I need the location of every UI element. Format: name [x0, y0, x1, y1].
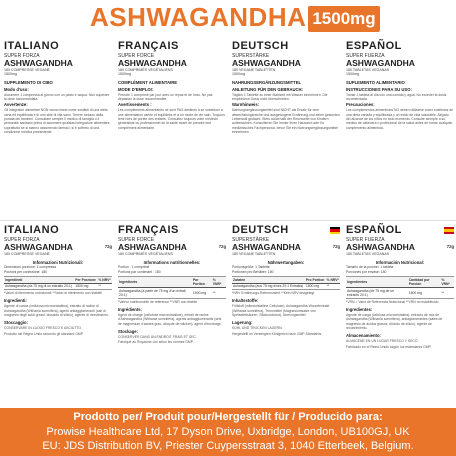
strength-label: SUPERSTÄRKE: [232, 53, 270, 59]
table-cell: Ashwagandha (da 75 mg di un estratto 20:1): [4, 283, 74, 289]
usage-heading: Modo d'uso:: [4, 86, 29, 92]
net-weight: 72g: [332, 244, 340, 249]
table-row: [4, 283, 112, 289]
serving-size: Portion : 1 comprimé: [118, 265, 150, 270]
produced-for-label: Prodotto per/ Produit pour/Hergestellt für / Producido para:: [73, 411, 383, 423]
top-column-french: [118, 40, 226, 130]
table-cell: 1500 mg: [408, 288, 441, 299]
strength-label: SUPER FORCE: [118, 53, 155, 59]
nutrition-table: [232, 276, 340, 290]
nrv-footnote: *NRV Ernährungs-Referenzwert **Kein NRV festgelegt: [232, 291, 315, 296]
storage-heading: Stockage:: [118, 329, 139, 335]
table-header: Pro Portion: [305, 277, 325, 282]
table-row: [346, 288, 454, 299]
tablet-count: 180 VEGANE TABLETTEN: [232, 68, 276, 72]
storage-heading: Almacenamiento:: [346, 333, 381, 339]
table-header: Ingredienti: [4, 277, 74, 283]
table-header: % VNR*: [212, 277, 226, 288]
table-cell: Ashwagandha (de 75 mg de un extracto 20:1): [346, 288, 408, 299]
table-header: Per Porzione: [75, 277, 96, 282]
nrv-footnote: *VRN = Valor de Referencia Nutricional **VRN no establecido: [346, 299, 439, 304]
ingredients-heading: Ingrédients:: [118, 307, 142, 313]
language-heading: DEUTSCH: [232, 224, 289, 236]
manufacturing-note: Hergestellt im Vereinigten Königreich nach GMP-Standards.: [232, 331, 323, 336]
manufacturer-footer: [0, 408, 456, 456]
nutrition-table: [4, 276, 112, 290]
dose-badge: 1500mg: [308, 6, 380, 32]
storage-text: CONSERVER DANS UN ENDROIT FRAIS ET SEC.: [118, 335, 197, 340]
brand-name: ASHWAGANDHA: [4, 242, 73, 252]
storage-heading: Stoccaggio:: [4, 320, 28, 326]
storage-text: CONSERVARE IN LUOGO FRESCO E ASCIUTTO.: [4, 326, 82, 331]
table-cell: **: [212, 288, 226, 299]
bottom-column-french: [118, 224, 226, 345]
strength-label: SUPER FUERZA: [346, 53, 385, 59]
top-column-german: [232, 40, 340, 134]
nutrition-heading: Informations nutritionnelles:: [143, 260, 201, 266]
warning-heading: Warnhinweis:: [232, 102, 260, 108]
net-weight: 72g: [218, 244, 226, 249]
usage-text: Täglich 1 Tablette zu einer Mahlzeit mit Wasser einnehmen. Die empfohlene Dosis nicht überschreiten.: [232, 92, 328, 102]
warning-text: Les compléments alimentaires ne sont PAS destinés à se substituer à une alimentation variée et équilibrée et à un mode de vie sain. Toujours tenir hors de portée des enfants. Consultez toujours votre médecin généraliste ou professionnel de la santé avant de prendre tout complément alimentaire.: [118, 108, 225, 130]
nrv-footnote: *Valori di riferimento nutrizionali **Valori di riferimento non stabiliti: [4, 291, 102, 296]
manufacturing-note: Fabriqué au Royaume-Uni selon les normes GMP.: [118, 340, 194, 345]
net-weight: 72g: [446, 244, 454, 249]
brand-name: ASHWAGANDHA: [346, 58, 415, 68]
language-heading: ESPAÑOL: [346, 40, 402, 52]
section-heading: SUPLEMENTO ALIMENTARIO: [346, 79, 405, 85]
storage-text: ALMACENE EN UN LUGAR FRESCO Y SECO.: [346, 339, 419, 344]
strength-label: SUPER FORZA: [4, 237, 40, 243]
table-row: [232, 283, 340, 289]
strength-label: SUPER FUERZA: [346, 237, 385, 243]
storage-heading: Lagerung:: [232, 320, 253, 326]
manufacturing-note: Fabricado en el Reino Unido según los estándares GMP.: [346, 344, 432, 349]
usage-heading: ANLEITUNG FÜR DEN GEBRAUCH:: [232, 86, 303, 92]
brand-name: ASHWAGANDHA: [232, 242, 301, 252]
top-column-spanish: [346, 40, 454, 130]
table-cell: 1500 mg: [74, 283, 97, 289]
language-heading: ITALIANO: [4, 40, 60, 52]
germany-flag-icon: [330, 227, 340, 234]
serving-size: Tamaño de la porción: 1 tableta: [346, 265, 394, 270]
dose-text: 1500mg: [346, 72, 359, 77]
ingredients-heading: Ingredientes:: [346, 307, 373, 313]
table-cell: Ashwagandha (aus 75 mg eines 20:1 Extrakts): [233, 284, 304, 289]
dose-text: 1500mg: [118, 72, 131, 77]
brand-name: ASHWAGANDHA: [118, 58, 187, 68]
bottom-column-spanish: [346, 224, 454, 349]
table-header-row: [346, 277, 454, 288]
tablet-count: 180 TABLETAS VEGANAS: [346, 68, 390, 72]
warning-heading: Avvertenze:: [4, 102, 28, 108]
table-header: % VRN*: [440, 277, 454, 288]
bottom-column-italian: [4, 224, 112, 336]
tablet-count: 180 COMPRESSE VEGANE: [4, 252, 50, 256]
ingredients-heading: Ingredienti:: [4, 298, 27, 304]
manufacturing-note: Prodotto nel Regno Unito secondo gli standard GMP.: [4, 331, 84, 336]
section-heading: SUPPLEMENTO DI CIBO: [4, 79, 53, 85]
net-weight: 72g: [104, 244, 112, 249]
table-cell: **: [97, 283, 112, 289]
brand-name: ASHWAGANDHA: [118, 242, 187, 252]
eu-address: EU: JDS Distribution BV, Priester Cuypersstraat 3, 1040 Etterbeek, Belgium.: [42, 440, 414, 452]
usage-heading: INSTRUCCIONES PARA SU USO:: [346, 86, 412, 92]
table-header: Ingrédients: [118, 277, 192, 288]
servings-per-container: Porzioni per confezione: 180: [4, 269, 47, 274]
ingredients-text: Agente di carica (cellulosa microcristallina), estratto di radice di Ashwagandha (Withania somnifera), agenti antiagglomeranti (sali di magnesio degli acidi grassi, biossido di silicio), agente di rivestimento.: [4, 304, 109, 317]
nutrition-heading: Nährwertangaben:: [267, 260, 305, 266]
usage-text: Tomar 1 tableta al día con una comida y agua. No exceder la dosis recomendada.: [346, 92, 447, 102]
serving-size: Dimensioni porzione: 1 compressa: [4, 265, 57, 270]
nutrition-table: [118, 276, 226, 299]
strength-label: SUPER FORZA: [4, 53, 40, 59]
tablet-count: 180 VEGANE TABLETTEN: [232, 252, 276, 256]
usage-heading: MODE D'EMPLOI:: [118, 86, 154, 92]
ingredients-text: Agente de carga (celulosa microcristalina), extracto de raíz de Ashwagandha (Withania somnifera), antiaglomerantes (sales de magnesio de ácidos grasos, dióxido de silicio), agente de recubrimiento.: [346, 313, 443, 331]
table-header: Cantidad por Porción: [408, 277, 441, 288]
strength-label: SUPER FORCE: [118, 237, 155, 243]
spain-flag-icon: [444, 227, 454, 234]
table-header: % NRV*: [98, 277, 111, 282]
dose-text: 1500mg: [4, 72, 17, 77]
servings-per-container: Portionen pro Behälter: 180: [232, 269, 274, 274]
strength-label: SUPERSTÄRKE: [232, 237, 270, 243]
table-cell: 1500 mg: [192, 288, 212, 299]
language-heading: FRANÇAIS: [118, 40, 179, 52]
table-header: Ingredientes: [346, 277, 408, 288]
table-cell: **: [326, 283, 341, 289]
nutrition-heading: Informazioni Nutrizionali:: [32, 260, 84, 266]
section-heading: COMPLÉMENT ALIMENTAIRE: [118, 79, 178, 85]
table-cell: 1500 mg: [305, 283, 326, 289]
table-cell: Ashwagandha (à partir de 75 mg d'un extrait 20:1): [118, 288, 192, 299]
ingredients-text: Füllstoff (mikrokristalline Cellulose), Ashwagandha-Wurzelextrakt (Withania somnifera), Trennmittel (Magnesiumsalze von Speisefettsäuren, Siliciumdioxid), Überzugsmittel.: [232, 304, 330, 317]
nutrition-heading: Información Nutricional:: [375, 260, 425, 266]
section-heading: NAHRUNGSERGÄNZUNGSMITTEL: [232, 79, 302, 85]
tablet-count: 180 COMPRESSE VEGANE: [4, 68, 50, 72]
serving-size: Portionsgröße: 1 Tablette: [232, 265, 270, 270]
tablet-count: 180 COMPRIMÉS VÉGÉTALIENS: [118, 68, 173, 72]
brand-name: ASHWAGANDHA: [4, 58, 73, 68]
table-header: Zutaten: [232, 277, 305, 283]
language-heading: ITALIANO: [4, 224, 60, 236]
servings-per-container: Portions par contenant : 180: [118, 269, 161, 274]
table-header-row: [118, 277, 226, 288]
servings-per-container: Porciones por envase: 180: [346, 269, 387, 274]
uk-address: Prowise Healthcare Ltd, 17 Dyson Drive, Uxbridge, London, UB100GJ, UK: [46, 426, 410, 438]
section-divider: [0, 220, 456, 221]
tablet-count: 180 COMPRIMÉS VÉGÉTALIENS: [118, 252, 173, 256]
storage-text: KÜHL UND TROCKEN LAGERN.: [232, 326, 283, 331]
usage-text: Prendre 1 comprimé par jour avec un repas et de l'eau. Ne pas dépasser la dose recommandée.: [118, 92, 213, 102]
brand-name: ASHWAGANDHA: [232, 58, 301, 68]
table-cell: **: [440, 288, 454, 299]
warning-text: Gli integratori alimentari NON vanno intesi come sostituti di una dieta varia ed equilibrata e di uno stile di vita sano. Tenere lontano dalla portata dei bambini. Consultare sempre il medico di famiglia o il personale sanitario prima di assumere qualsiasi integratore alimentare, soprattutto se si stanno assumendo farmaci, si è sofferto di una condizione medica preesistente.: [4, 108, 111, 134]
ingredients-text: Agent de charge (cellulose microcristalline), extrait de racine d'Ashwagandha (Withania somnifera), agents antiagglomérants (sels de magnésium d'acides gras, dioxyde de silicium), agent d'enrobage.: [118, 313, 222, 326]
product-title: ASHWAGANDHA: [90, 2, 307, 32]
warning-text: Nahrungsergänzungsmittel sind NICHT als Ersatz für eine abwechslungsreiche und ausgewogene Ernährung und einen gesunden Lebensstil gedacht. Stets außerhalb der Reichweite von Kindern aufbewahren. Konsultieren Sie immer Ihren Hausarzt oder Ihr medizinisches Fachpersonal, bevor Sie ein Nahrungsergänzungsmittel einnehmen.: [232, 108, 340, 134]
warning-heading: Avertissements :: [118, 102, 152, 108]
ingredients-heading: Inhaltsstoffe:: [232, 298, 259, 304]
language-heading: ESPAÑOL: [346, 224, 402, 236]
bottom-column-german: [232, 224, 340, 336]
warning-text: Los complementos alimenticios NO deben utilizarse como sustitutos de una dieta variada y equilibrada y un estilo de vida saludable. Alejado del alcance de los niños en todo momento. Consulte siempre a su médico de cabecera o profesional de la salud antes de tomar cualquier complemento alimenticio.: [346, 108, 454, 130]
usage-text: Assumere 1 compressa al giorno con un pasto e acqua. Non superare la dose raccomandata.: [4, 92, 110, 102]
top-column-italian: [4, 40, 112, 134]
brand-name: ASHWAGANDHA: [346, 242, 415, 252]
table-header: % NRV*: [326, 277, 339, 282]
tablet-count: 180 TABLETAS VEGANAS: [346, 252, 390, 256]
language-heading: DEUTSCH: [232, 40, 289, 52]
table-header: Par Portion: [192, 277, 212, 288]
dose-text: 1500mg: [232, 72, 245, 77]
nutrition-table: [346, 276, 454, 299]
nrv-footnote: *Valeur nutritionnelle de référence **VNR non établie: [118, 299, 198, 304]
language-heading: FRANÇAIS: [118, 224, 179, 236]
title-bar: [0, 0, 456, 40]
warning-heading: Precauciones:: [346, 102, 375, 108]
table-row: [118, 288, 226, 299]
